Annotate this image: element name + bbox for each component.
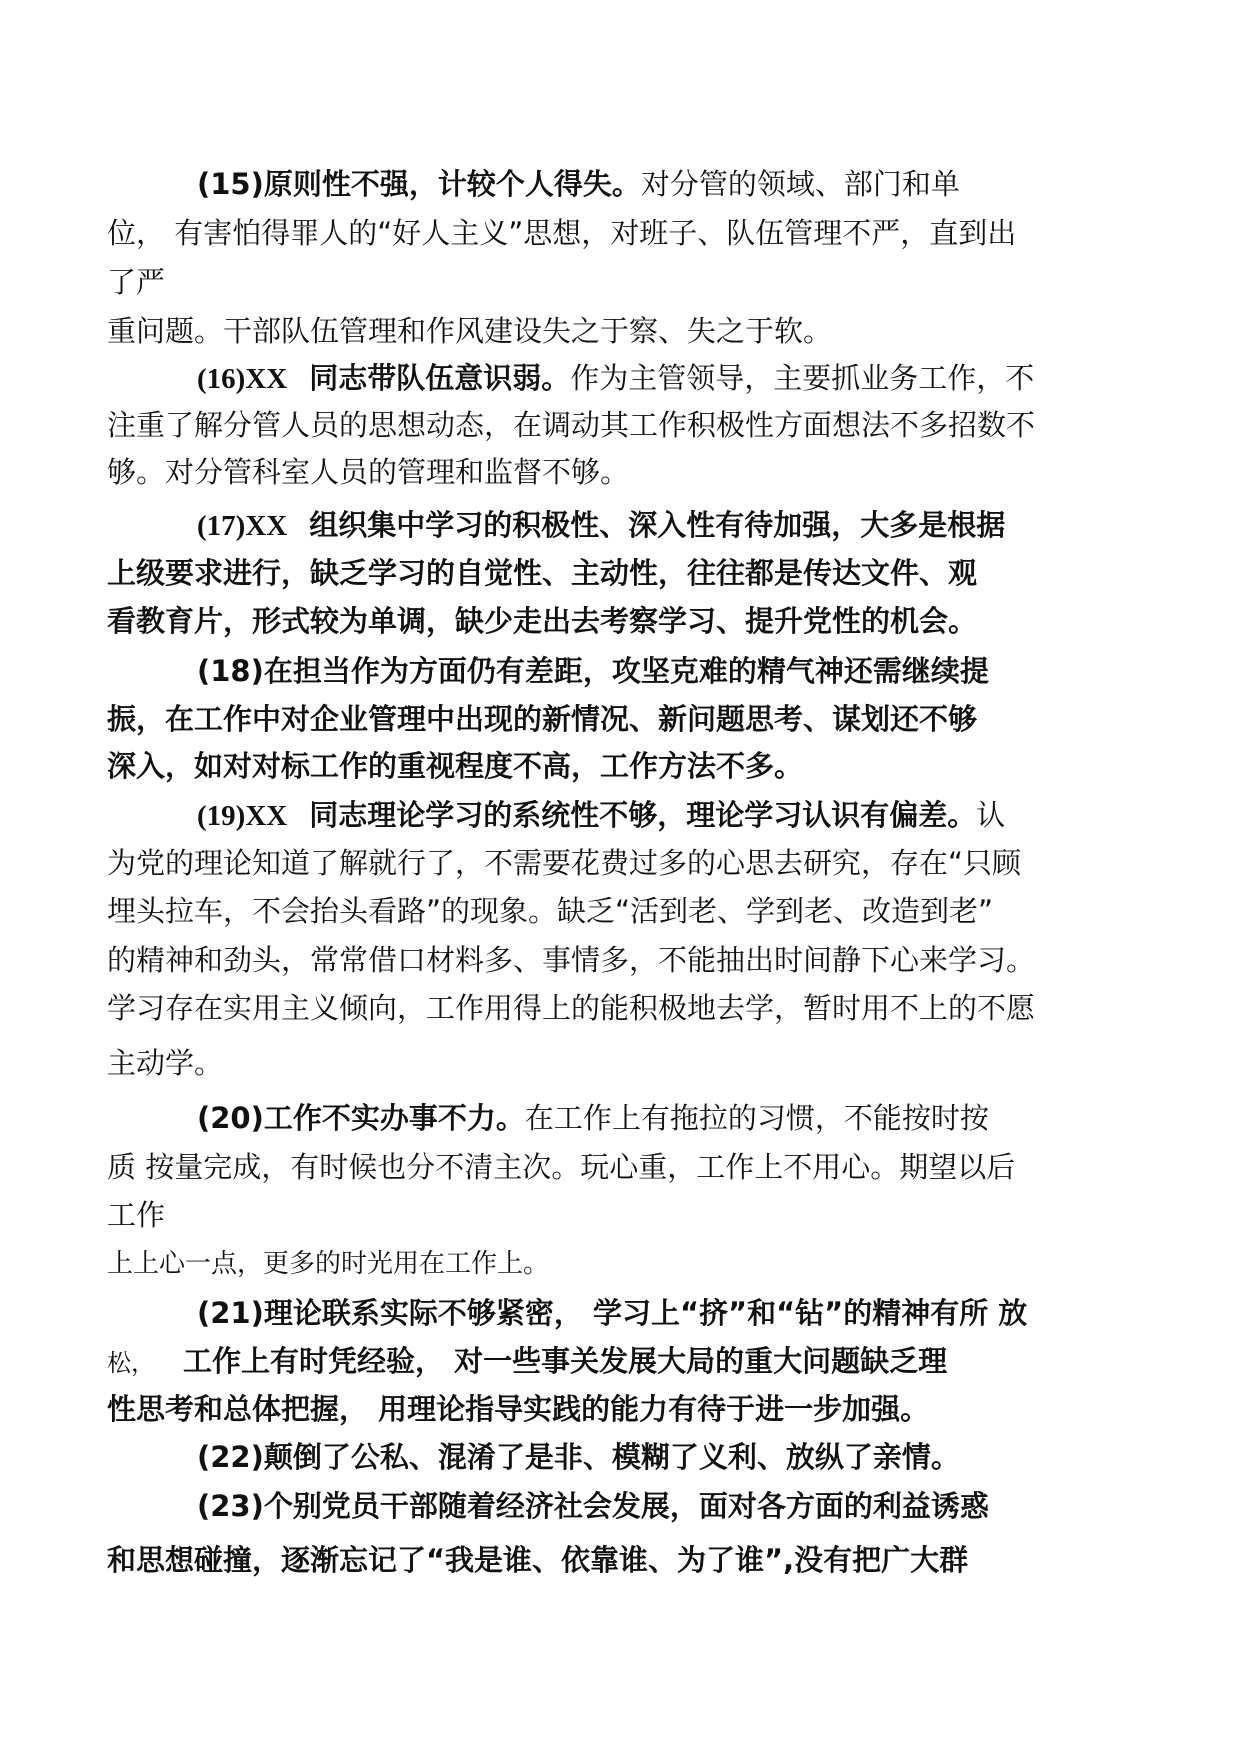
item-19-line-3 <box>107 891 993 931</box>
item-19-line-2 <box>107 843 1021 883</box>
item-23-heading: 和思想碰撞，逐渐忘记了“我是谁、依靠谁、为了谁”,没有把广大群 <box>107 1543 969 1577</box>
item-21-line-2 <box>107 1341 947 1381</box>
item-17-heading: 看教育片，形式较为单调，缺少走出去考察学习、提升党性的机会。 <box>107 604 978 638</box>
item-20-text: 工作 <box>107 1198 166 1232</box>
item-21-heading: 性思考和总体把握， 用理论指导实践的能力有待于进一步加强。 <box>107 1392 930 1426</box>
item-18-heading: 振，在工作中对企业管理中出现的新情况、新问题思考、谋划还不够 <box>107 702 978 736</box>
item-19-number: (19)XX <box>197 800 288 832</box>
item-19-text: 埋头拉车，不会抬头看路”的现象。缺乏“活到老、学到老、改造到老” <box>107 894 994 928</box>
item-23-line-1 <box>197 1486 989 1526</box>
item-22-line-1 <box>197 1437 960 1477</box>
item-19-line-1 <box>197 795 1005 835</box>
item-16-line-1 <box>197 358 1034 398</box>
item-16-text: 够。对分管科室人员的管理和监督不够。 <box>107 455 630 489</box>
item-19-text: 认 <box>976 798 1006 832</box>
item-15-text: 重问题。干部队伍管理和作风建设失之于察、失之于软。 <box>107 314 833 348</box>
item-15-text: 了严 <box>107 265 166 299</box>
item-17-line-2 <box>107 553 977 593</box>
item-21-heading: 工作上有时凭经验， 对一些事关发展大局的重大问题缺乏理 <box>183 1344 948 1378</box>
item-16-text: 注重了解分管人员的思想动态，在调动其工作积极性方面想法不多招数不 <box>107 408 1036 442</box>
item-18-heading: 深入，如对对标工作的重视程度不高，工作方法不多。 <box>107 749 804 783</box>
item-19-heading: 同志理论学习的系统性不够，理论学习认识有偏差。 <box>309 798 977 832</box>
item-15-text: 位， 有害怕得罪人的“好人主义”思想，对班子、队伍管理不严，直到出 <box>107 216 1017 250</box>
item-21-line-1 <box>197 1293 1027 1333</box>
item-16-heading: 同志带队伍意识弱。 <box>309 361 571 395</box>
item-20-text: 质 按量完成，有时候也分不清主次。玩心重，工作上不用心。期望以后 <box>107 1150 1016 1184</box>
item-20-line-1 <box>197 1098 989 1138</box>
item-19-text: 的精神和劲头，常常借口材料多、事情多，不能抽出时间静下心来学习。 <box>107 943 1036 977</box>
item-19-line-4 <box>107 940 1035 980</box>
item-16-line-3 <box>107 452 629 492</box>
item-23-line-2 <box>107 1540 968 1580</box>
item-20-text: 上上心一点，更多的时光用在工作上。 <box>107 1249 550 1279</box>
item-17-heading: 上级要求进行，缺乏学习的自觉性、主动性，往往都是传达文件、观 <box>107 556 978 590</box>
item-17-heading: 组织集中学习的积极性、深入性有待加强，大多是根据 <box>309 508 1006 542</box>
item-19-text: 主动学。 <box>107 1046 224 1080</box>
item-15-text: 对分管的领域、部门和单 <box>640 167 960 201</box>
item-16-line-2 <box>107 405 1035 445</box>
item-20-line-4 <box>107 1244 549 1284</box>
item-18-line-3 <box>107 746 803 786</box>
item-22-heading: (22)颠倒了公私、混淆了是非、模糊了义利、放纵了亲情。 <box>197 1440 960 1474</box>
item-21-text: 松， <box>107 1349 155 1377</box>
item-19-line-6 <box>107 1043 223 1083</box>
item-19-text: 学习存在实用主义倾向，工作用得上的能积极地去学，暂时用不上的不愿 <box>107 991 1036 1025</box>
item-16-number: (16)XX <box>197 363 288 395</box>
item-16-text: 作为主管领导，主要抓业务工作，不 <box>570 361 1035 395</box>
item-15-heading: (15)原则性不强，计较个人得失。 <box>197 167 641 201</box>
item-17-line-3 <box>107 601 977 641</box>
item-20-heading: (20)工作不实办事不力。 <box>197 1101 525 1135</box>
item-18-line-2 <box>107 699 977 739</box>
item-18-heading: (18)在担当作为方面仍有差距，攻坚克难的精气神还需继续提 <box>197 654 989 688</box>
item-15-line-3 <box>107 262 165 302</box>
item-21-line-3 <box>107 1389 929 1429</box>
item-19-text: 为党的理论知道了解就行了，不需要花费过多的心思去研究，存在“只顾 <box>107 846 1022 880</box>
item-17-line-1 <box>197 505 1005 545</box>
item-20-text: 在工作上有拖拉的习惯，不能按时按 <box>524 1101 989 1135</box>
item-23-heading: (23)个别党员干部随着经济社会发展，面对各方面的利益诱惑 <box>197 1489 989 1523</box>
item-20-line-2 <box>107 1147 1015 1187</box>
item-15-line-1 <box>197 164 960 204</box>
item-15-line-2 <box>107 213 1016 253</box>
item-20-line-3 <box>107 1195 165 1235</box>
item-17-number: (17)XX <box>197 510 288 542</box>
item-21-heading: (21)理论联系实际不够紧密， 学习上“挤”和“钻”的精神有所 放 <box>197 1296 1028 1330</box>
item-18-line-1 <box>197 651 989 691</box>
item-15-line-4 <box>107 311 832 351</box>
item-19-line-5 <box>107 988 1035 1028</box>
